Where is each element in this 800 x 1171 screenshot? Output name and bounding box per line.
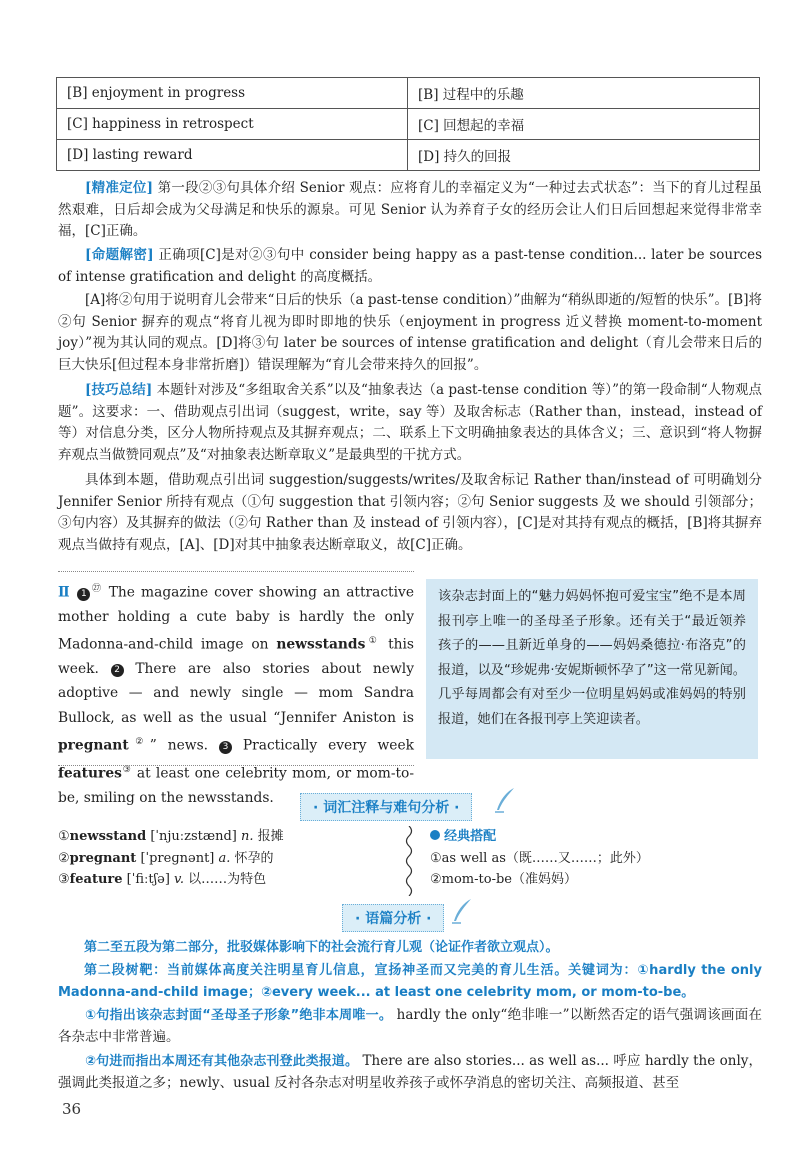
- option-zh: [C] 回想起的幸福: [408, 109, 760, 140]
- sentence-mark: ㉗: [90, 584, 103, 594]
- vocab-word: feature: [69, 872, 123, 887]
- tag-precise-location: [精准定位]: [85, 180, 154, 196]
- discourse-keywords: ①hardly the only Madonna-and-child image；②every week... at least one celebrity mom, or mom-to-be。: [58, 963, 762, 1000]
- translation-text: 该杂志封面上的“魅力妈妈怀抱可爱宝宝”绝不是本周报刊亭上唯一的圣母圣子形象。还有关于“最近领养孩子的——且新近单身的——妈妈桑德拉·布洛克”的报道，以及“珍妮弗·安妮斯顿怀孕了”这一常见新闻。几乎每周都会有对至少一位明星妈妈或准妈妈的特别报道，她们在各报刊亭上笑迎读者。: [438, 589, 746, 727]
- vocab-word: features: [58, 765, 122, 782]
- discourse-section-title: [342, 904, 444, 932]
- option-zh: [D] 持久的回报: [408, 140, 760, 171]
- vocab-word: pregnant: [58, 737, 129, 754]
- option-row-c: [57, 109, 760, 140]
- option-row-b: [57, 78, 760, 109]
- divider: [58, 765, 414, 766]
- quill-icon: [492, 786, 518, 814]
- discourse-bold: ①句指出该杂志封面“圣母圣子形象”绝非本周唯一。: [85, 1008, 393, 1023]
- vocab-pron: [ˈpreɡnənt]: [140, 850, 215, 866]
- vocab-meaning: 报摊: [257, 829, 284, 844]
- collocation-header: [430, 826, 649, 848]
- sentence-text: Practically every week: [242, 737, 414, 754]
- analysis-text: 具体到本题，借助观点引出词 suggestion/suggests/writes/及取舍标记 Rather than/instead of 可明确划分 Jennifer Senior 所持有观点（①句 suggestion that 引领内容；②句 Senior suggests 及 we should 引领部分；③句内容）及其摒弃的做法（②句 Rather than 及 instead of 引领内容），[C]是对其持有观点的概括，[B]将其摒弃观点当做持有观点，[A]、[D]对其中抽象表达断章取义，故[C]正确。: [58, 472, 762, 553]
- discourse-line-4: [58, 1051, 762, 1094]
- discourse-text: 第二至五段为第二部分，批驳媒体影响下的社会流行育儿观（论证作者欲立观点）。: [84, 940, 559, 955]
- vocab-meaning: 以……为特色: [188, 872, 267, 887]
- bullet-icon: [430, 830, 440, 840]
- analysis-distractors: [58, 290, 762, 376]
- vocab-pos: n.: [241, 829, 254, 844]
- tag-decode: [命题解密]: [85, 247, 154, 263]
- translation-box: [426, 579, 758, 759]
- analysis-text: [A]将②句用于说明育儿会带来“日后的快乐（a past-tense condition）”曲解为“稍纵即逝的/短暂的快乐”。[B]将②句 Senior 摒弃的观点“将育儿视为即时即地的快乐（enjoyment in progress 近义替换 moment-to-moment joy）”视为其认同的观点。[D]将③句 later be sources of intense gratification and delight（育儿会带来日后的巨大快乐[但过程本身非常折磨]）错误理解为“育儿会带来持久的回报”。: [58, 292, 762, 373]
- vocab-item: [58, 848, 284, 870]
- analysis-text: 正确项[C]是对②③句中 consider being happy as a past-tense condition... later be sources of intense gratification and delight 的高度概括。: [58, 247, 762, 285]
- analysis-decode: [58, 245, 762, 288]
- vocab-section-title: [300, 793, 472, 821]
- option-en: [D] lasting reward: [57, 140, 408, 171]
- analysis-text: 第一段②③句具体介绍 Senior 观点：应将育儿的幸福定义为“一种过去式状态”：当下的育儿过程虽然艰难，日后却会成为父母满足和快乐的源泉。可见 Senior 认为养育子女的经历会让人们日后回想起来觉得非常幸福，[C]正确。: [58, 180, 762, 239]
- vocab-num: ①: [58, 829, 70, 844]
- collocation-item: ①as well as（既……又……；此外）: [430, 850, 649, 866]
- vocab-item: [58, 826, 284, 848]
- page-number: 36: [62, 1100, 82, 1118]
- footnote-mark: ②: [128, 736, 150, 747]
- sentence-text: There are also stories about newly adoptive — and newly single — mom Sandra Bullock, as well as the usual “Jennifer Aniston is: [58, 661, 414, 726]
- analysis-specific: [58, 470, 762, 556]
- discourse-line-2: [58, 960, 762, 1003]
- discourse-line-1: [58, 937, 762, 959]
- analysis-precise-location: [58, 178, 762, 243]
- vocab-pron: [ˈnjuːzstænd]: [150, 829, 237, 844]
- option-row-d: [57, 140, 760, 171]
- collocation-title: 经典搭配: [444, 829, 497, 844]
- sentence-text: this week.: [58, 636, 414, 678]
- wave-divider: [403, 826, 415, 896]
- collocation-item: ②mom-to-be（准妈妈）: [430, 872, 577, 887]
- vocab-pos: a.: [218, 850, 231, 866]
- vocab-item: [58, 869, 284, 891]
- vocab-list: [58, 826, 284, 891]
- divider: [58, 571, 414, 572]
- passage-paragraph: [58, 577, 414, 810]
- sentence-text: at least one celebrity mom, or mom-to-be, smiling on the newsstands.: [58, 765, 414, 806]
- section-title-text: · 语篇分析 ·: [355, 911, 432, 927]
- vocab-meaning: 怀孕的: [234, 850, 274, 866]
- vocab-num: ②: [58, 850, 70, 866]
- analysis-technique: [58, 380, 762, 466]
- footnote-mark: ①: [365, 636, 381, 647]
- analysis-text: 本题针对涉及“多组取舍关系”以及“抽象表达（a past-tense condition 等）”的第一段命制“人物观点题”。这要求：一、借助观点引出词（suggest，write，say 等）及取舍标志（Rather than，instead，instead of 等）对信息分类，区分人物所持观点及其摒弃观点；二、联系上下文明确抽象表达的具体含义；三、意识到“将人物摒弃观点当做赞同观点”及“对抽象表达断章取义”是最典型的干扰方式。: [58, 382, 763, 463]
- options-table: [56, 77, 760, 171]
- collocation-list: [430, 826, 649, 891]
- vocab-word: pregnant: [69, 850, 137, 866]
- discourse-text: hardly the only“绝非唯一”以断然否定的语气强调该画面在各杂志中非常普遍。: [58, 1007, 762, 1045]
- quill-icon: [449, 897, 475, 925]
- sentence-text: ” news.: [149, 737, 209, 754]
- vocab-word: newsstand: [69, 829, 147, 844]
- sentence-number: 1: [77, 588, 90, 601]
- option-en: [C] happiness in retrospect: [57, 109, 408, 140]
- discourse-text: 第二段树靶：当前媒体高度关注明星育儿信息，宣扬神圣而又完美的育儿生活。关键词为：: [84, 963, 638, 978]
- footnote-mark: ③: [121, 764, 132, 775]
- vocab-word: newsstands: [276, 636, 366, 653]
- option-en: [B] enjoyment in progress: [57, 78, 408, 109]
- vocab-num: ③: [58, 872, 70, 887]
- section-roman: Ⅱ: [58, 584, 72, 601]
- sentence-number: 3: [219, 741, 232, 754]
- discourse-line-3: [58, 1005, 762, 1048]
- tag-technique: [技巧总结]: [85, 382, 153, 398]
- sentence-text: The magazine cover showing an attractive mother holding a cute baby is hardly the only Madonna-and-child image on: [58, 584, 414, 653]
- option-zh: [B] 过程中的乐趣: [408, 78, 760, 109]
- section-title-text: · 词汇注释与难句分析 ·: [313, 800, 460, 816]
- discourse-text: There are also stories... as well as... 呼应 hardly the only，强调此类报道之多；newly、usual 反衬各杂志对明星收养孩子或怀孕消息的密切关注、高频报道、甚至: [58, 1053, 763, 1091]
- vocab-pos: v.: [174, 872, 184, 887]
- vocab-pron: [ˈfiːtʃə]: [126, 872, 170, 887]
- discourse-bold: ②句进而指出本周还有其他杂志刊登此类报道。: [85, 1054, 359, 1069]
- sentence-number: 2: [111, 664, 124, 677]
